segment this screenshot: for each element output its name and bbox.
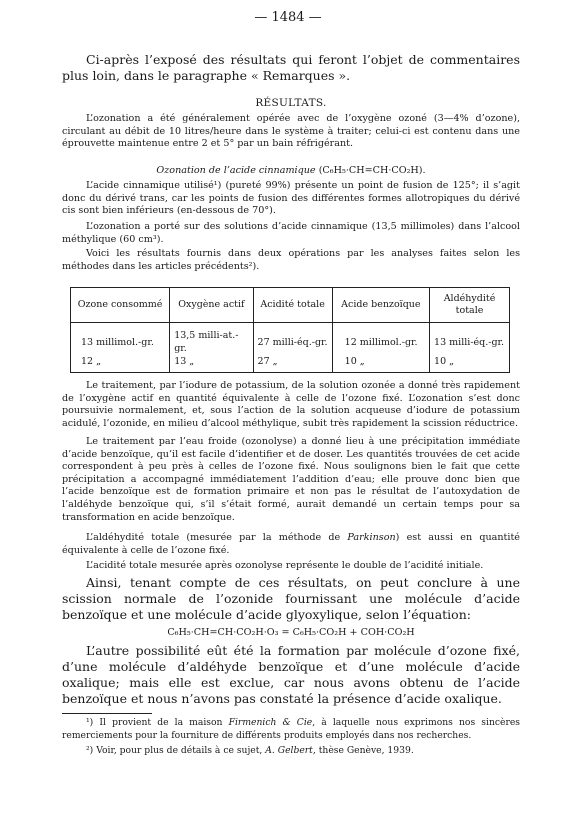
paragraph-ozonolysis: Le traitement par l’eau froide (ozonolyse) a donné lieu à une précipitation immédiate d’acide benzoïque, qu’il est facile d’identifier et de doser. Les quantités trouvées de cet acide correspondent à peu près à celles de l’ozone fixé. Nous soulignons bien le fait que cette précipitation a accompagné immédiatement l’addition d’eau; elle prouve donc bien que l’acide benzoïque est de formation primaire et non pas le résultat de l’autoxydation de l’aldéhyde benzoïque qui, s’il s’était formé, aurait demandé un certain temps pour sa transformation en acide benzoïque. bbox=[62, 436, 520, 523]
subheading-title: Ozonation de l’acide cinnamique bbox=[156, 165, 316, 176]
subheading bbox=[62, 165, 520, 178]
footnote-1 bbox=[62, 717, 520, 742]
text-span: ) est aussi en quantité équivalente à celle de l’ozone fixé. bbox=[62, 532, 520, 556]
paragraph-cinnamic-acid: L’acide cinnamique utilisé¹) (pureté 99%) présente un point de fusion de 125°; il s’agit donc du dérivé trans, car les points de fusion des différentes formes allotropiques du dérivé cis sont bien inférieurs (en-dessous de 70°). bbox=[62, 180, 520, 217]
intro-paragraph: Ci-après l’exposé des résultats qui feront l’objet de commentaires plus loin, dans le paragraphe « Remarques ». bbox=[62, 52, 520, 83]
author-name: Parkinson bbox=[347, 532, 396, 543]
column-header: Aldéhydité totale bbox=[430, 288, 510, 323]
section-heading: RÉSULTATS. bbox=[255, 97, 327, 109]
paragraph-conclusion: Ainsi, tenant compte de ces résultats, on peut conclure à une scission normale de l’ozonide fournissant une molécule d’acide benzoïque et une molécule d’acide glyoxylique, selon l’équation: bbox=[62, 575, 520, 622]
table-cell: 10 „ bbox=[332, 355, 429, 373]
author-name: A. Gelbert bbox=[265, 745, 313, 756]
table-cell: 12 „ bbox=[71, 355, 170, 373]
table-cell: 27 „ bbox=[253, 355, 332, 373]
paragraph-ozonation-conditions: L’ozonation a été généralement opérée avec de l’oxygène ozoné (3—4% d’ozone), circulant au débit de 10 litres/heure dans le système à traiter; celui-ci est contenu dans une éprouvette maintenue entre 2 et 5° par un bain réfrigérant. bbox=[62, 113, 520, 150]
text-span: ¹) Il provient de la maison bbox=[86, 717, 229, 728]
table-cell: 13 milli-éq.-gr. bbox=[430, 329, 510, 355]
column-header: Acide benzoïque bbox=[332, 288, 429, 323]
column-header: Ozone consommé bbox=[71, 288, 170, 323]
supplier-name: Firmenich & Cie bbox=[228, 717, 313, 728]
paragraph-aldehydity bbox=[62, 532, 520, 557]
table-cell: 12 millimol.-gr. bbox=[332, 329, 429, 355]
paragraph-solutions: L’ozonation a porté sur des solutions d’acide cinnamique (13,5 millimoles) dans l’alcool méthylique (60 cm³). bbox=[62, 221, 520, 245]
table-cell: 10 „ bbox=[430, 355, 510, 373]
footnote-2 bbox=[62, 745, 520, 758]
reaction-equation: C₆H₅·CH=CH·CO₂H·O₃ = C₆H₅·CO₂H + COH·CO₂H bbox=[167, 627, 415, 638]
paragraph-potassium-iodide: Le traitement, par l’iodure de potassium, de la solution ozonée a donné très rapidement de l’oxygène actif en quantité équivalente à celle de l’ozone fixé. L’ozonation s’est donc poursuivie normalement, et, sous l’action de la solution acqueuse d’iodure de potassium acidulé, l’ozonide, en milieu d’alcool méthylique, subit très rapidement la scission réductrice. bbox=[62, 380, 520, 429]
table-cell: 13 „ bbox=[170, 355, 253, 373]
text-span: , à laquelle nous exprimons nos sincères remerciements pour la fourniture de différents produits employés dans nos recherches. bbox=[62, 717, 520, 741]
paragraph-acidity: L’acidité totale mesurée après ozonolyse représente le double de l’acidité initiale. bbox=[86, 560, 484, 571]
column-header: Acidité totale bbox=[253, 288, 332, 323]
results-table bbox=[70, 287, 510, 373]
table-row bbox=[71, 329, 510, 355]
table-cell: 13,5 milli-at.-gr. bbox=[170, 329, 253, 355]
table-cell: 27 milli-éq.-gr. bbox=[253, 329, 332, 355]
table-row bbox=[71, 355, 510, 373]
table-header-row bbox=[71, 288, 510, 323]
paragraph-alternative: L’autre possibilité eût été la formation par molécule d’ozone fixé, d’une molécule d’aldéhyde benzoïque et d’une molécule d’acide oxalique; mais elle est exclue, car nous avons obtenu de l’acide benzoïque et nous n’avons pas constaté la présence d’acide oxalique. bbox=[62, 643, 520, 706]
paragraph-results-intro: Voici les résultats fournis dans deux opérations par les analyses faites selon les méthodes dans les articles précédents²). bbox=[62, 248, 520, 272]
subheading-formula: (C₆H₅·CH=CH·CO₂H). bbox=[318, 165, 426, 176]
text-span: ²) Voir, pour plus de détails à ce sujet, bbox=[86, 745, 266, 756]
footnote-divider bbox=[62, 713, 152, 714]
column-header: Oxygène actif bbox=[170, 288, 253, 323]
text-span: , thèse Genève, 1939. bbox=[312, 745, 414, 756]
table-cell: 13 millimol.-gr. bbox=[71, 329, 170, 355]
text-span: L’aldéhydité totale (mesurée par la méthode de bbox=[86, 532, 348, 543]
page-number: — 1484 — bbox=[254, 10, 322, 25]
